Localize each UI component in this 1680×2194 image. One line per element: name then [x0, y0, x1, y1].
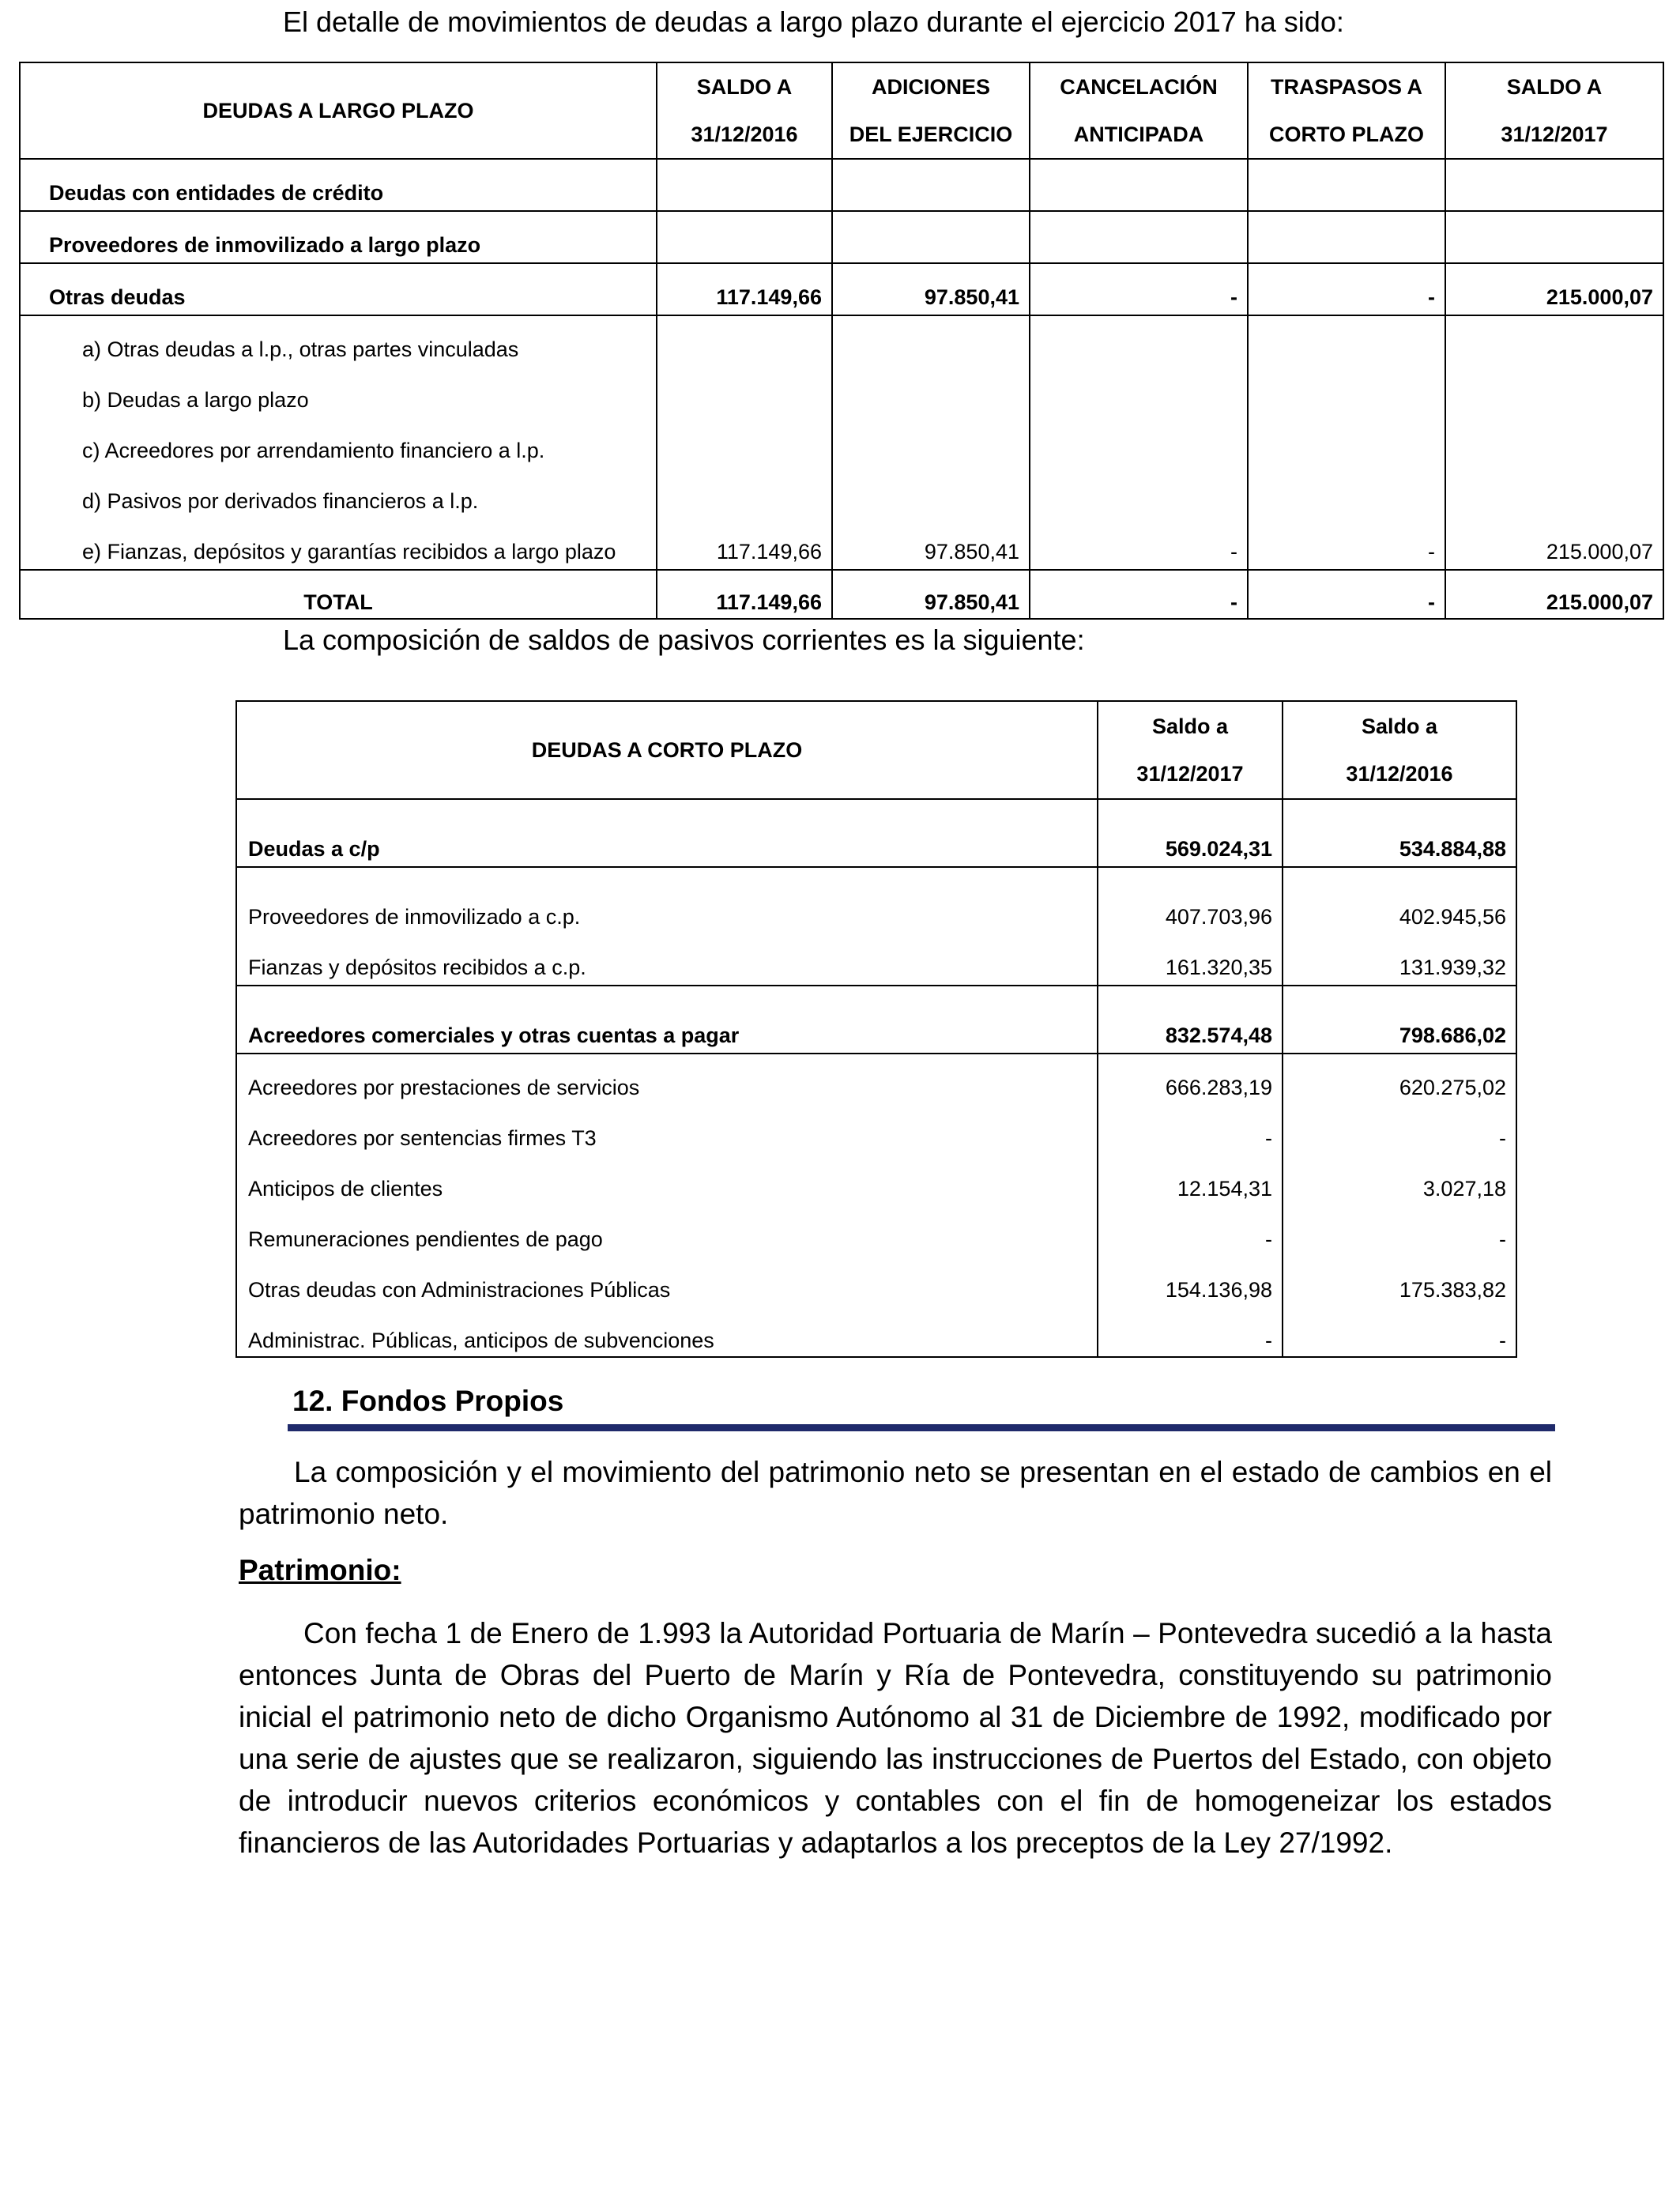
table-total-row: TOTAL 117.149,66 97.850,41 - - 215.000,07	[20, 570, 1663, 619]
table-row: d) Pasivos por derivados financieros a l.p.	[20, 468, 1663, 518]
header-debts-cp: DEUDAS A CORTO PLAZO	[236, 701, 1098, 799]
table-row: Proveedores de inmovilizado a c.p. 407.703,96 402.945,56	[236, 867, 1516, 934]
long-term-debt-table	[19, 62, 1664, 620]
subheading-patrimonio: Patrimonio:	[239, 1554, 401, 1586]
intro-current-liabilities: La composición de saldos de pasivos corrientes es la siguiente:	[283, 624, 1085, 656]
header-early-cancel: CANCELACIÓN ANTICIPADA	[1030, 62, 1248, 159]
paragraph-patrimonio: Con fecha 1 de Enero de 1.993 la Autoridad Portuaria de Marín – Pontevedra sucedió a la hasta entonces Junta de Obras del Puerto de Marín y Ría de Pontevedra, constituyendo su patrimonio inicial el patrimonio neto de dicho Organismo Autónomo al 31 de Diciembre de 1992, modificado por una serie de ajustes que se realizaron, siguiendo las instrucciones de Puertos del Estado, con objeto de introducir nuevos criterios económicos y contables con el fin de homogeneizar los estados financieros de las Autoridades Portuarias y adaptarlos a los preceptos de la Ley 27/1992.	[239, 1617, 1552, 1859]
header-balance-2017: Saldo a 31/12/2017	[1098, 701, 1283, 799]
table-row: a) Otras deudas a l.p., otras partes vinculadas	[20, 315, 1663, 367]
table-row: c) Acreedores por arrendamiento financiero a l.p.	[20, 417, 1663, 468]
header-balance-2016: Saldo a 31/12/2016	[1283, 701, 1516, 799]
table-group-row: Deudas a c/p 569.024,31 534.884,88	[236, 799, 1516, 867]
header-balance-2016: SALDO A 31/12/2016	[657, 62, 832, 159]
table-row: Otras deudas con Administraciones Públicas 154.136,98 175.383,82	[236, 1257, 1516, 1307]
table-row: Deudas con entidades de crédito	[20, 159, 1663, 211]
table-row: Acreedores por prestaciones de servicios 666.283,19 620.275,02	[236, 1054, 1516, 1105]
header-transfers: TRASPASOS A CORTO PLAZO	[1248, 62, 1445, 159]
short-term-debt-table	[235, 700, 1517, 1358]
header-debts-lp: DEUDAS A LARGO PLAZO	[20, 62, 657, 159]
table-row: b) Deudas a largo plazo	[20, 367, 1663, 417]
table-row: Anticipos de clientes 12.154,31 3.027,18	[236, 1155, 1516, 1206]
table-row: Acreedores por sentencias firmes T3 - -	[236, 1105, 1516, 1155]
table-row: Remuneraciones pendientes de pago - -	[236, 1206, 1516, 1257]
header-balance-2017: SALDO A 31/12/2017	[1445, 62, 1663, 159]
section-rule	[288, 1424, 1555, 1431]
table-row: e) Fianzas, depósitos y garantías recibidos a largo plazo 117.149,66 97.850,41 - - 215.000,07	[20, 518, 1663, 570]
table-group-row: Acreedores comerciales y otras cuentas a pagar 832.574,48 798.686,02	[236, 986, 1516, 1054]
paragraph-equity-intro: La composición y el movimiento del patrimonio neto se presentan en el estado de cambios en el patrimonio neto.	[239, 1456, 1552, 1530]
table-row: Fianzas y depósitos recibidos a c.p. 161.320,35 131.939,32	[236, 934, 1516, 986]
table-header-row	[236, 701, 1516, 799]
intro-long-term: El detalle de movimientos de deudas a largo plazo durante el ejercicio 2017 ha sido:	[283, 6, 1344, 38]
section-title: 12. Fondos Propios	[292, 1385, 564, 1417]
table-row: Otras deudas 117.149,66 97.850,41 - - 215.000,07	[20, 263, 1663, 315]
header-additions: ADICIONES DEL EJERCICIO	[832, 62, 1030, 159]
table-row: Proveedores de inmovilizado a largo plazo	[20, 211, 1663, 263]
table-row: Administrac. Públicas, anticipos de subvenciones - -	[236, 1307, 1516, 1357]
table-header-row	[20, 62, 1663, 159]
